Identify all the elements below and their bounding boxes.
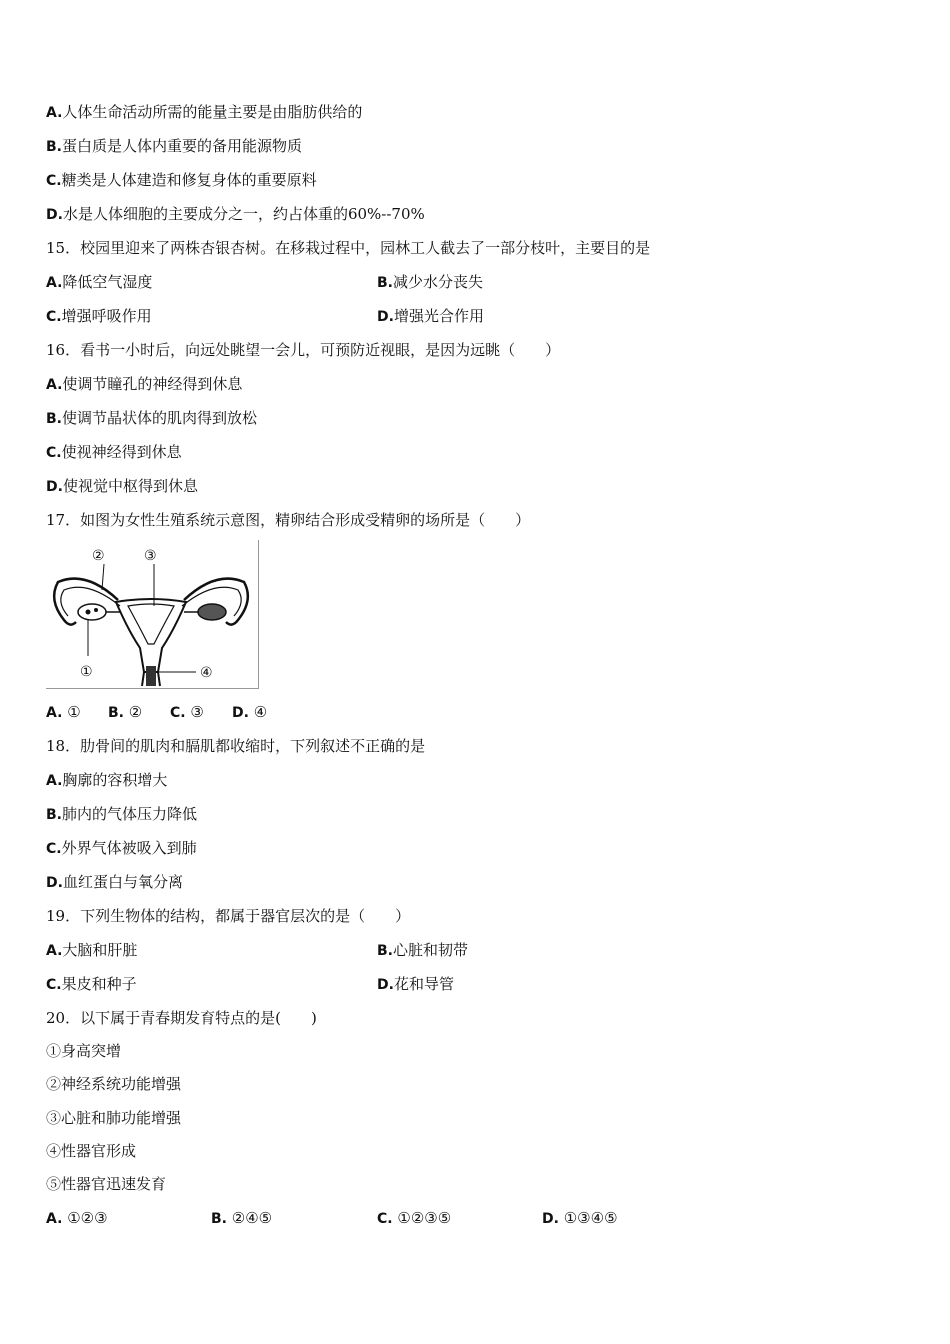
q18-option-c: C.外界气体被吸入到肺 [46,839,197,857]
q19-option-c: C.果皮和种子 [46,975,137,993]
q20-item-3: ③心脏和肺功能增强 [46,1109,182,1127]
q20-item-2: ②神经系统功能增强 [46,1075,182,1093]
follicle-dot [86,610,91,615]
q17-option-b: B. ② [108,703,143,721]
uterus-diagram [46,540,258,688]
q16-option-c: C.使视神经得到休息 [46,443,182,461]
figure-label-3: ③ [144,548,157,564]
q20-option-a: A. ①②③ [46,1209,108,1227]
q16-option-a: A.使调节瞳孔的神经得到休息 [46,375,243,393]
q20-item-5: ⑤性器官迅速发育 [46,1175,167,1193]
figure-label-1: ① [80,664,93,680]
q16-option-b: B.使调节晶状体的肌肉得到放松 [46,409,258,427]
vagina-shade [146,666,156,686]
q19-option-d: D.花和导管 [377,975,454,993]
q14-option-a: A.人体生命活动所需的能量主要是由脂肪供给的 [46,103,363,121]
q20-option-c: C. ①②③⑤ [377,1209,452,1227]
q18-stem: 18．肋骨间的肌肉和膈肌都收缩时，下列叙述不正确的是 [46,737,426,755]
q18-option-a: A.胸廓的容积增大 [46,771,168,789]
figure-label-4: ④ [200,665,213,681]
pointer-2 [102,564,104,590]
right-ovary [198,604,226,620]
left-ovary [78,604,106,620]
q19-stem: 19．下列生物体的结构，都属于器官层次的是（ ） [46,907,411,925]
q15-option-d: D.增强光合作用 [377,307,484,325]
q17-option-c: C. ③ [170,703,204,721]
q19-option-a: A.大脑和肝脏 [46,941,138,959]
follicle-dot [94,608,98,612]
q15-stem: 15．校园里迎来了两株杏银杏树。在移栽过程中，园林工人截去了一部分枝叶，主要目的是 [46,239,651,257]
q14-option-b: B.蛋白质是人体内重要的备用能源物质 [46,137,303,155]
q18-option-d: D.血红蛋白与氧分离 [46,873,183,891]
uterus-outline [116,599,186,672]
q20-item-1: ①身高突增 [46,1042,122,1060]
q19-option-b: B.心脏和韧带 [377,941,469,959]
left-oviduct [54,579,118,625]
q20-option-d: D. ①③④⑤ [542,1209,618,1227]
q14-option-c: C.糖类是人体建造和修复身体的重要原料 [46,171,317,189]
q16-stem: 16．看书一小时后，向远处眺望一会儿，可预防近视眼，是因为远眺（ ） [46,341,561,359]
q17-option-a: A. ① [46,703,81,721]
q20-stem: 20．以下属于青春期发育特点的是( ) [46,1009,317,1027]
q20-item-4: ④性器官形成 [46,1142,137,1160]
q20-option-b: B. ②④⑤ [211,1209,273,1227]
q18-option-b: B.肺内的气体压力降低 [46,805,198,823]
female-reproductive-system-figure [46,540,259,689]
q15-option-b: B.减少水分丧失 [377,273,484,291]
q17-option-d: D. ④ [232,703,268,721]
q15-option-c: C.增强呼吸作用 [46,307,152,325]
figure-label-2: ② [92,548,105,564]
q17-stem: 17．如图为女性生殖系统示意图，精卵结合形成受精卵的场所是（ ） [46,511,531,529]
q14-option-d: D.水是人体细胞的主要成分之一，约占体重的60%--70% [46,205,425,223]
q16-option-d: D.使视觉中枢得到休息 [46,477,198,495]
q15-option-a: A.降低空气湿度 [46,273,153,291]
